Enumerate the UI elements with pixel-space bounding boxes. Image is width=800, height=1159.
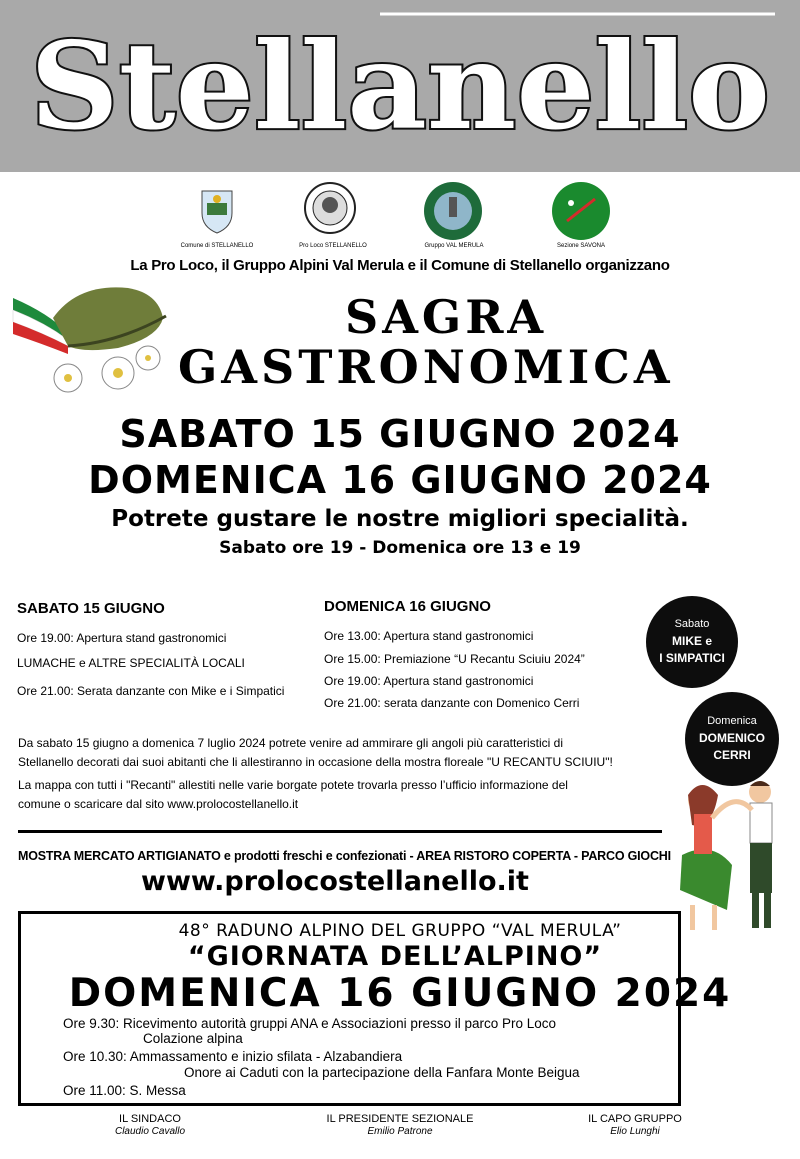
event-hours: Sabato ore 19 - Domenica ore 13 e 19 — [219, 538, 581, 558]
badge-day: Sabato — [674, 617, 710, 630]
info-paragraph-2 — [18, 776, 668, 814]
organizers-line: La Pro Loco, il Gruppo Alpini Val Merula e il Comune di Stellanello organizzano — [130, 257, 670, 274]
info-line: La mappa con tutti i "Recanti" allestiti nelle varie borgate potete trovarla presso l’ufficio informazione del — [18, 778, 568, 792]
pro-loco-emblem-icon — [303, 181, 357, 235]
alpini-line: Ore 11.00: S. Messa — [63, 1083, 186, 1098]
info-line: Da sabato 15 giugno a domenica 7 luglio 2024 potrete venire ad ammirare gli angoli più caratteristici di — [18, 736, 563, 750]
info-line: Stellanello decorati dai suoi abitanti che li allestiranno in occasione della mostra floreale "U RECANTU SCIUIU"! — [18, 755, 613, 769]
event-title-line2: GASTRONOMICA — [178, 340, 674, 394]
svg-text:Stellanello: Stellanello — [30, 16, 770, 157]
saturday-band-badge — [646, 596, 738, 688]
alpini-line: Ore 9.30: Ricevimento autorità gruppi ANA e Associazioni presso il parco Pro Loco — [63, 1016, 557, 1031]
alpini-line: Onore ai Caduti con la partecipazione della Fanfara Monte Beigua — [184, 1065, 580, 1080]
event-title-line1: SAGRA — [345, 290, 548, 344]
signature-role: IL CAPO GRUPPO — [588, 1113, 682, 1125]
logo-caption: Sezione SAVONA — [557, 243, 605, 249]
badge-name: DOMENICO — [699, 730, 765, 745]
saturday-title: SABATO 15 GIUGNO — [17, 600, 165, 617]
signature-sindaco — [70, 1113, 230, 1137]
website-link[interactable]: www.prolocostellanello.it — [141, 866, 529, 897]
signature-name: Claudio Cavallo — [114, 1126, 186, 1137]
sunday-item: Ore 15.00: Premiazione “U Recantu Sciuiu 2024” — [324, 652, 585, 666]
sunday-item: Ore 19.00: Apertura stand gastronomici — [324, 674, 534, 688]
badge-name: CERRI — [713, 747, 751, 762]
coat-of-arms-icon — [190, 183, 244, 237]
giornata-title: “GIORNATA DELL’ALPINO” — [187, 941, 603, 972]
signature-name: Emilio Patrone — [367, 1126, 433, 1137]
badge-day: Domenica — [707, 714, 757, 727]
market-info: MOSTRA MERCATO ARTIGIANATO e prodotti freschi e confezionati - AREA RISTORO COPERTA - PARCO GIOCHI — [18, 849, 671, 863]
sunday-title: DOMENICA 16 GIUGNO — [324, 598, 491, 615]
alpini-date: DOMENICA 16 GIUGNO 2024 — [68, 971, 732, 1016]
raduno-title: 48° RADUNO ALPINO DEL GRUPPO “VAL MERULA” — [178, 921, 622, 941]
info-paragraph-1 — [18, 734, 668, 772]
signature-role: IL SINDACO — [119, 1113, 181, 1125]
signature-name: Elio Lunghi — [610, 1126, 660, 1137]
alpine-hat-icon — [8, 278, 178, 413]
alpini-line: Colazione alpina — [143, 1031, 243, 1046]
logo-caption: Gruppo VAL MERULA — [424, 243, 484, 249]
info-line: comune o scaricare dal sito www.prolocostellanello.it — [18, 797, 299, 811]
saturday-item: LUMACHE e ALTRE SPECIALITÀ LOCALI — [17, 656, 245, 670]
dancers-icon — [672, 770, 792, 940]
badge-name: MIKE e — [671, 633, 712, 648]
event-date-sunday: DOMENICA 16 GIUGNO 2024 — [88, 458, 712, 502]
signature-capo-gruppo — [555, 1113, 715, 1137]
logo-caption: Pro Loco STELLANELLO — [299, 243, 367, 249]
sunday-item: Ore 21.00: serata danzante con Domenico Cerri — [324, 696, 580, 710]
event-tagline: Potrete gustare le nostre migliori specialità. — [111, 506, 689, 532]
sunday-item: Ore 13.00: Apertura stand gastronomici — [324, 629, 534, 643]
badge-name: I SIMPATICI — [659, 650, 725, 665]
header-title — [0, 0, 800, 172]
saturday-item: Ore 21.00: Serata danzante con Mike e i Simpatici — [17, 684, 285, 698]
event-date-saturday: SABATO 15 GIUGNO 2024 — [119, 412, 681, 456]
signature-presidente — [300, 1113, 500, 1137]
logo-caption: Comune di STELLANELLO — [180, 243, 254, 249]
saturday-item: Ore 19.00: Apertura stand gastronomici — [17, 631, 227, 645]
divider — [18, 830, 662, 833]
ana-emblem-icon — [423, 181, 477, 235]
alpini-savona-emblem-icon — [551, 181, 605, 235]
alpini-line: Ore 10.30: Ammassamento e inizio sfilata - Alzabandiera — [63, 1049, 403, 1064]
signature-role: IL PRESIDENTE SEZIONALE — [326, 1113, 474, 1125]
